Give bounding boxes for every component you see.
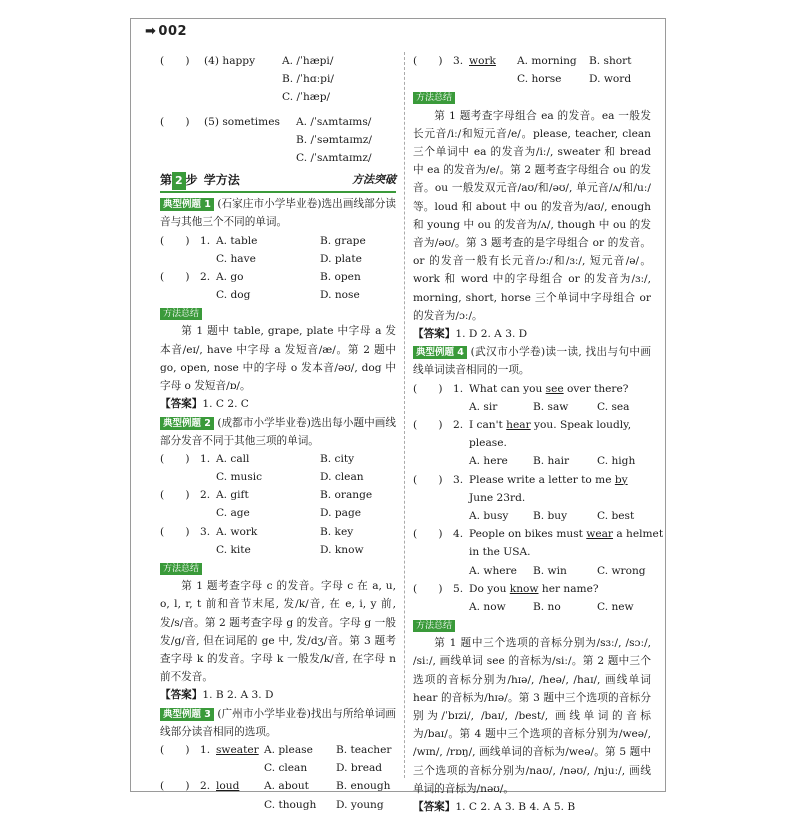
example-tag: 典型例题 3 <box>160 708 214 721</box>
question-row: ( ) (5) sometimes A. /ˈsʌmtaɪms/ <box>160 115 372 128</box>
example-tag: 典型例题 4 <box>413 346 467 359</box>
arrow-icon: ➡ <box>145 24 157 39</box>
example-intro: 典型例题 2 (成都市小学毕业卷)选出每小题中画线部分发音不同于其他三项的单词。 <box>160 416 396 447</box>
example-tag: 典型例题 1 <box>160 198 214 211</box>
question-row: ( ) 2. I can't hear you. Speak loudly, <box>413 419 632 431</box>
page-number: ➡ 002 <box>145 24 188 39</box>
option-row: C. /ˈsʌmtaɪmz/ <box>296 151 372 164</box>
option-row: A. sir B. saw C. sea <box>469 400 630 413</box>
example-tag: 典型例题 2 <box>160 417 214 430</box>
question-row: ( ) 1. A. call B. city <box>160 452 355 465</box>
option-row: C. dog D. nose <box>216 289 360 302</box>
option-row: A. busy B. buy C. best <box>469 509 635 522</box>
option-row: A. now B. no C. new <box>469 600 634 613</box>
question-row: ( ) 2. A. gift B. orange <box>160 489 373 502</box>
option-row: C. music D. clean <box>216 471 364 484</box>
option-row: C. though D. young <box>264 798 384 811</box>
method-summary-tag: 方法总结 <box>160 308 202 320</box>
question-row: ( ) 3. A. work B. key <box>160 525 354 538</box>
question-row: ( ) 1. A. table B. grape <box>160 234 366 247</box>
section-header: 第 2 步 学方法 方法突破 <box>160 171 396 193</box>
option-row: C. kite D. know <box>216 543 364 556</box>
option-row: C. clean D. bread <box>264 762 383 775</box>
explanation: 第 1 题考查字母 c 的发音。字母 c 在 a, u, o, l, r, t 前和音节末尾, 发/k/音, 在 e, i, y 前, 发/s/音。第 2 题考查字母 g 的发音。字母 g 一般发/g/音, 但在词尾的 ge 中, 发/dʒ/音。第 3 题考查字母 k 的发音。字母 k 一般发/k/音, 在字母 n 前不发音。 <box>160 580 396 684</box>
explanation: 第 1 题中 table, grape, plate 中字母 a 发本音/eɪ/, have 中字母 a 发短音/æ/。第 2 题中 go, open, nose 中的字母 o 发本音/əʊ/, dog 中字母 o 发短音/ɒ/。 <box>160 325 396 393</box>
question-row: ( ) (4) happy A. /ˈhæpi/ <box>160 55 334 67</box>
option-row: B. /ˈhɑːpi/ <box>282 73 334 86</box>
question-row-cont: in the USA. <box>469 546 531 559</box>
column-divider <box>404 52 405 778</box>
left-column <box>160 52 396 814</box>
question-row-cont: please. <box>469 437 507 450</box>
question-row: ( ) 1. What can you see over there? <box>413 382 629 395</box>
method-summary-tag: 方法总结 <box>413 620 455 632</box>
example-intro: 典型例题 4 (武汉市小学卷)读一读, 找出与句中画线单词读音相同的一项。 <box>413 346 651 377</box>
question-row-cont: June 23rd. <box>469 491 526 504</box>
question-row: ( ) 3. work A. morning B. short <box>413 55 632 67</box>
option-row: C. age D. page <box>216 507 361 520</box>
example-intro: 典型例题 1 (石家庄市小学毕业卷)选出画线部分读音与其他三个不同的单词。 <box>160 198 396 229</box>
answer: 【答案】1. C 2. A 3. B 4. A 5. B <box>413 801 576 814</box>
answer: 【答案】1. B 2. A 3. D <box>160 689 274 702</box>
question-row: ( ) 5. Do you know her name? <box>413 582 599 595</box>
answer: 【答案】1. C 2. C <box>160 398 249 411</box>
method-summary-tag: 方法总结 <box>413 92 455 104</box>
explanation: 第 1 题考查字母组合 ea 的发音。ea 一般发长元音/iː/和短元音/e/。please, teacher, clean 三个单词中 ea 的发音为/iː/, sweater 和 bread 中 ea 的发音为/e/。第 2 题考查字母组合 ou 的发音。ou 一般发双元音/aʊ/和/əʊ/, 单元音/ʌ/和/uː/等。loud 和 about 中 ou 的发音为/aʊ/, enough 和 young 中 ou 的发音为/ʌ/, though 中 ou 的发音为/əʊ/。第 3 题考查的是字母组合 or 的发音。or 的发音一般有长元音/ɔː/和/ɜː/, 短元音/ə/。work 和 word 中的字母组合 or 的发音为/ɜː/, morning, short, horse 三个单词中字母组合 or 的发音为/ɔː/。 <box>413 109 651 322</box>
question-row: ( ) 1. sweater A. please B. teacher <box>160 744 392 757</box>
question-row: ( ) 4. People on bikes must wear a helmet <box>413 528 664 541</box>
option-row: A. here B. hair C. high <box>469 455 636 468</box>
right-column <box>413 52 664 816</box>
method-summary-tag: 方法总结 <box>160 563 202 575</box>
question-row: ( ) 3. Please write a letter to me by <box>413 473 628 486</box>
example-intro: 典型例题 3 (广州市小学毕业卷)找出与所给单词画线部分读音相同的选项。 <box>160 707 396 738</box>
question-row: ( ) 2. loud A. about B. enough <box>160 780 391 793</box>
option-row: C. have D. plate <box>216 252 362 265</box>
answer: 【答案】1. D 2. A 3. D <box>413 328 528 341</box>
option-row: B. /ˈsəmtaɪmz/ <box>296 133 372 146</box>
question-row: ( ) 2. A. go B. open <box>160 270 361 283</box>
option-row: A. where B. win C. wrong <box>469 564 646 577</box>
explanation: 第 1 题中三个选项的音标分别为/sɜː/, /sɔː/, /siː/, 画线单词 see 的音标为/siː/。第 2 题中三个选项的音标分别为/hɪə/, /heə/, /haɪ/, 画线单词 hear 的音标为/hɪə/。第 3 题中三个选项的音标分别为/ˈbɪzi/, /baɪ/, /best/, 画线单词的音标为/baɪ/。第 4 题中三个选项的音标分别为/weə/, /wɪn/, /rɒŋ/, 画线单词的音标为/weə/。第 5 题中三个选项的音标分别为/naʊ/, /nəʊ/, /njuː/, 画线单词的音标为/nəʊ/。 <box>413 637 651 795</box>
option-row: C. /ˈhæp/ <box>282 91 331 104</box>
option-row: C. horse D. word <box>517 73 632 86</box>
